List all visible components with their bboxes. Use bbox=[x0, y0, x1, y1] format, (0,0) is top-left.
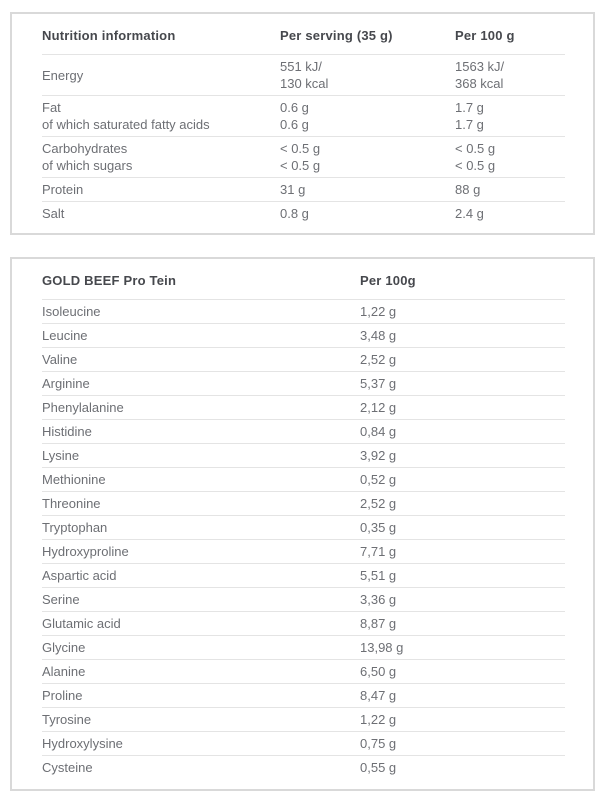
amino-per-100g-value bbox=[360, 684, 565, 707]
cell-line: 2.4 g bbox=[455, 206, 484, 221]
cell-line: 8,87 g bbox=[360, 615, 397, 631]
per-serving-value bbox=[280, 58, 455, 92]
table-row bbox=[42, 683, 565, 707]
table-row bbox=[42, 515, 565, 539]
per-100g-value bbox=[455, 58, 565, 92]
cell-line: Leucine bbox=[42, 327, 88, 343]
amino-per-100g-value bbox=[360, 300, 565, 323]
cell-line: 0,35 g bbox=[360, 519, 397, 535]
table-row bbox=[42, 491, 565, 515]
amino-acid-label bbox=[42, 396, 360, 419]
cell-line: Tryptophan bbox=[42, 519, 108, 535]
cell-line: Hydroxyproline bbox=[42, 543, 129, 559]
cell-line: 2,52 g bbox=[360, 495, 397, 511]
amino-acid-label bbox=[42, 588, 360, 611]
amino-acid-label bbox=[42, 708, 360, 731]
cell-line: Serine bbox=[42, 591, 80, 607]
cell-line: Methionine bbox=[42, 471, 106, 487]
cell-line: Glutamic acid bbox=[42, 615, 121, 631]
cell-line: Threonine bbox=[42, 495, 101, 511]
nutrition-table-header bbox=[42, 14, 565, 54]
cell-line: Histidine bbox=[42, 423, 92, 439]
amino-acid-label bbox=[42, 612, 360, 635]
amino-per-100g-value bbox=[360, 588, 565, 611]
cell-line: 1563 kJ/ bbox=[455, 59, 505, 74]
cell-line: Fat bbox=[42, 100, 61, 115]
amino-per-100g-value bbox=[360, 372, 565, 395]
nutrition-header-label: Nutrition information bbox=[42, 28, 176, 43]
table-row bbox=[42, 707, 565, 731]
table-row bbox=[42, 201, 565, 225]
amino-acid-label bbox=[42, 348, 360, 371]
cell-line: of which saturated fatty acids bbox=[42, 117, 210, 132]
cell-line: 6,50 g bbox=[360, 663, 397, 679]
cell-line: 2,52 g bbox=[360, 351, 397, 367]
amino-per-100g-value bbox=[360, 420, 565, 443]
nutrition-information-table bbox=[10, 12, 595, 235]
cell-line: 1.7 g bbox=[455, 117, 484, 132]
cell-line: 5,37 g bbox=[360, 375, 397, 391]
per-serving-value bbox=[280, 140, 455, 174]
cell-line: Aspartic acid bbox=[42, 567, 117, 583]
table-row bbox=[42, 395, 565, 419]
cell-line: 3,36 g bbox=[360, 591, 397, 607]
amino-header-label: GOLD BEEF Pro Tein bbox=[42, 273, 177, 288]
amino-per-100g-value bbox=[360, 468, 565, 491]
per-serving-header: Per serving (35 g) bbox=[280, 28, 393, 43]
cell-line: Hydroxylysine bbox=[42, 735, 123, 751]
cell-line: 13,98 g bbox=[360, 639, 404, 655]
amino-acid-label bbox=[42, 468, 360, 491]
cell-line: 0,55 g bbox=[360, 759, 397, 775]
nutrient-label bbox=[42, 181, 280, 198]
cell-line: 0.6 g bbox=[280, 117, 309, 132]
table-row bbox=[42, 177, 565, 201]
table-row bbox=[42, 347, 565, 371]
table-row bbox=[42, 563, 565, 587]
amino-per-100g-value bbox=[360, 396, 565, 419]
cell-line: Proline bbox=[42, 687, 83, 703]
amino-acid-label bbox=[42, 732, 360, 755]
cell-line: 3,48 g bbox=[360, 327, 397, 343]
per-100g-value bbox=[455, 205, 565, 222]
table-row bbox=[42, 54, 565, 95]
cell-line: 8,47 g bbox=[360, 687, 397, 703]
table-row bbox=[42, 323, 565, 347]
cell-line: < 0.5 g bbox=[455, 141, 496, 156]
nutrition-table-body bbox=[42, 54, 565, 225]
amino-acid-label bbox=[42, 492, 360, 515]
cell-line: 7,71 g bbox=[360, 543, 397, 559]
nutrient-label bbox=[42, 67, 280, 84]
cell-line: Carbohydrates bbox=[42, 141, 128, 156]
cell-line: 3,92 g bbox=[360, 447, 397, 463]
per-100g-value bbox=[455, 99, 565, 133]
table-row bbox=[42, 136, 565, 177]
amino-per-100g-value bbox=[360, 324, 565, 347]
amino-per-100g-value bbox=[360, 708, 565, 731]
table-row bbox=[42, 731, 565, 755]
table-row bbox=[42, 467, 565, 491]
table-row bbox=[42, 659, 565, 683]
amino-acid-label bbox=[42, 372, 360, 395]
amino-per-100g-value bbox=[360, 516, 565, 539]
amino-acid-label bbox=[42, 636, 360, 659]
amino-per-100g-value bbox=[360, 612, 565, 635]
cell-line: Protein bbox=[42, 182, 84, 197]
amino-per-100g-value bbox=[360, 732, 565, 755]
amino-per-100g-value bbox=[360, 636, 565, 659]
cell-line: 1.7 g bbox=[455, 100, 484, 115]
table-row bbox=[42, 587, 565, 611]
cell-line: 0,52 g bbox=[360, 471, 397, 487]
amino-per-100g-value bbox=[360, 348, 565, 371]
per-100g-value bbox=[455, 140, 565, 174]
cell-line: 130 kcal bbox=[280, 76, 329, 91]
cell-line: 1,22 g bbox=[360, 711, 397, 727]
amino-table-header bbox=[42, 259, 565, 299]
cell-line: Valine bbox=[42, 351, 78, 367]
cell-line: < 0.5 g bbox=[280, 141, 321, 156]
cell-line: Glycine bbox=[42, 639, 86, 655]
amino-table-body bbox=[42, 299, 565, 779]
cell-line: 2,12 g bbox=[360, 399, 397, 415]
cell-line: Energy bbox=[42, 67, 84, 83]
amino-per-100g-value bbox=[360, 564, 565, 587]
per-100g-value bbox=[455, 181, 565, 198]
amino-acid-label bbox=[42, 660, 360, 683]
cell-line: 0.6 g bbox=[280, 100, 309, 115]
amino-per-100g-value bbox=[360, 444, 565, 467]
cell-line: 551 kJ/ bbox=[280, 59, 322, 74]
nutrient-label bbox=[42, 99, 280, 133]
table-row bbox=[42, 539, 565, 563]
cell-line: 5,51 g bbox=[360, 567, 397, 583]
amino-acid-label bbox=[42, 444, 360, 467]
amino-per-100g-value bbox=[360, 492, 565, 515]
cell-line: Alanine bbox=[42, 663, 86, 679]
cell-line: Tyrosine bbox=[42, 711, 92, 727]
cell-line: < 0.5 g bbox=[280, 158, 321, 173]
per-serving-value bbox=[280, 181, 455, 198]
table-row bbox=[42, 95, 565, 136]
amino-acid-label bbox=[42, 756, 360, 779]
amino-acid-label bbox=[42, 324, 360, 347]
amino-per-100g-value bbox=[360, 660, 565, 683]
table-row bbox=[42, 755, 565, 779]
table-row bbox=[42, 443, 565, 467]
cell-line: 0,75 g bbox=[360, 735, 397, 751]
cell-line: 0.8 g bbox=[280, 206, 309, 221]
cell-line: 0,84 g bbox=[360, 423, 397, 439]
nutrient-label bbox=[42, 140, 280, 174]
cell-line: Salt bbox=[42, 206, 65, 221]
cell-line: Arginine bbox=[42, 375, 90, 391]
amino-acid-label bbox=[42, 684, 360, 707]
per-serving-value bbox=[280, 205, 455, 222]
amino-acid-table bbox=[10, 257, 595, 791]
amino-per-100g-value bbox=[360, 756, 565, 779]
per-serving-value bbox=[280, 99, 455, 133]
cell-line: Lysine bbox=[42, 447, 80, 463]
amino-per-100g-value bbox=[360, 540, 565, 563]
cell-line: Cysteine bbox=[42, 759, 93, 775]
amino-acid-label bbox=[42, 420, 360, 443]
cell-line: 88 g bbox=[455, 182, 481, 197]
cell-line: of which sugars bbox=[42, 158, 133, 173]
table-row bbox=[42, 419, 565, 443]
amino-acid-label bbox=[42, 300, 360, 323]
cell-line: 368 kcal bbox=[455, 76, 504, 91]
table-row bbox=[42, 611, 565, 635]
nutrient-label bbox=[42, 205, 280, 222]
amino-acid-label bbox=[42, 540, 360, 563]
per-100g-header: Per 100 g bbox=[455, 28, 515, 43]
cell-line: 1,22 g bbox=[360, 303, 397, 319]
table-row bbox=[42, 635, 565, 659]
amino-per-100g-header: Per 100g bbox=[360, 273, 416, 288]
cell-line: < 0.5 g bbox=[455, 158, 496, 173]
cell-line: 31 g bbox=[280, 182, 306, 197]
cell-line: Phenylalanine bbox=[42, 399, 124, 415]
table-row bbox=[42, 299, 565, 323]
amino-acid-label bbox=[42, 516, 360, 539]
amino-acid-label bbox=[42, 564, 360, 587]
cell-line: Isoleucine bbox=[42, 303, 101, 319]
table-row bbox=[42, 371, 565, 395]
